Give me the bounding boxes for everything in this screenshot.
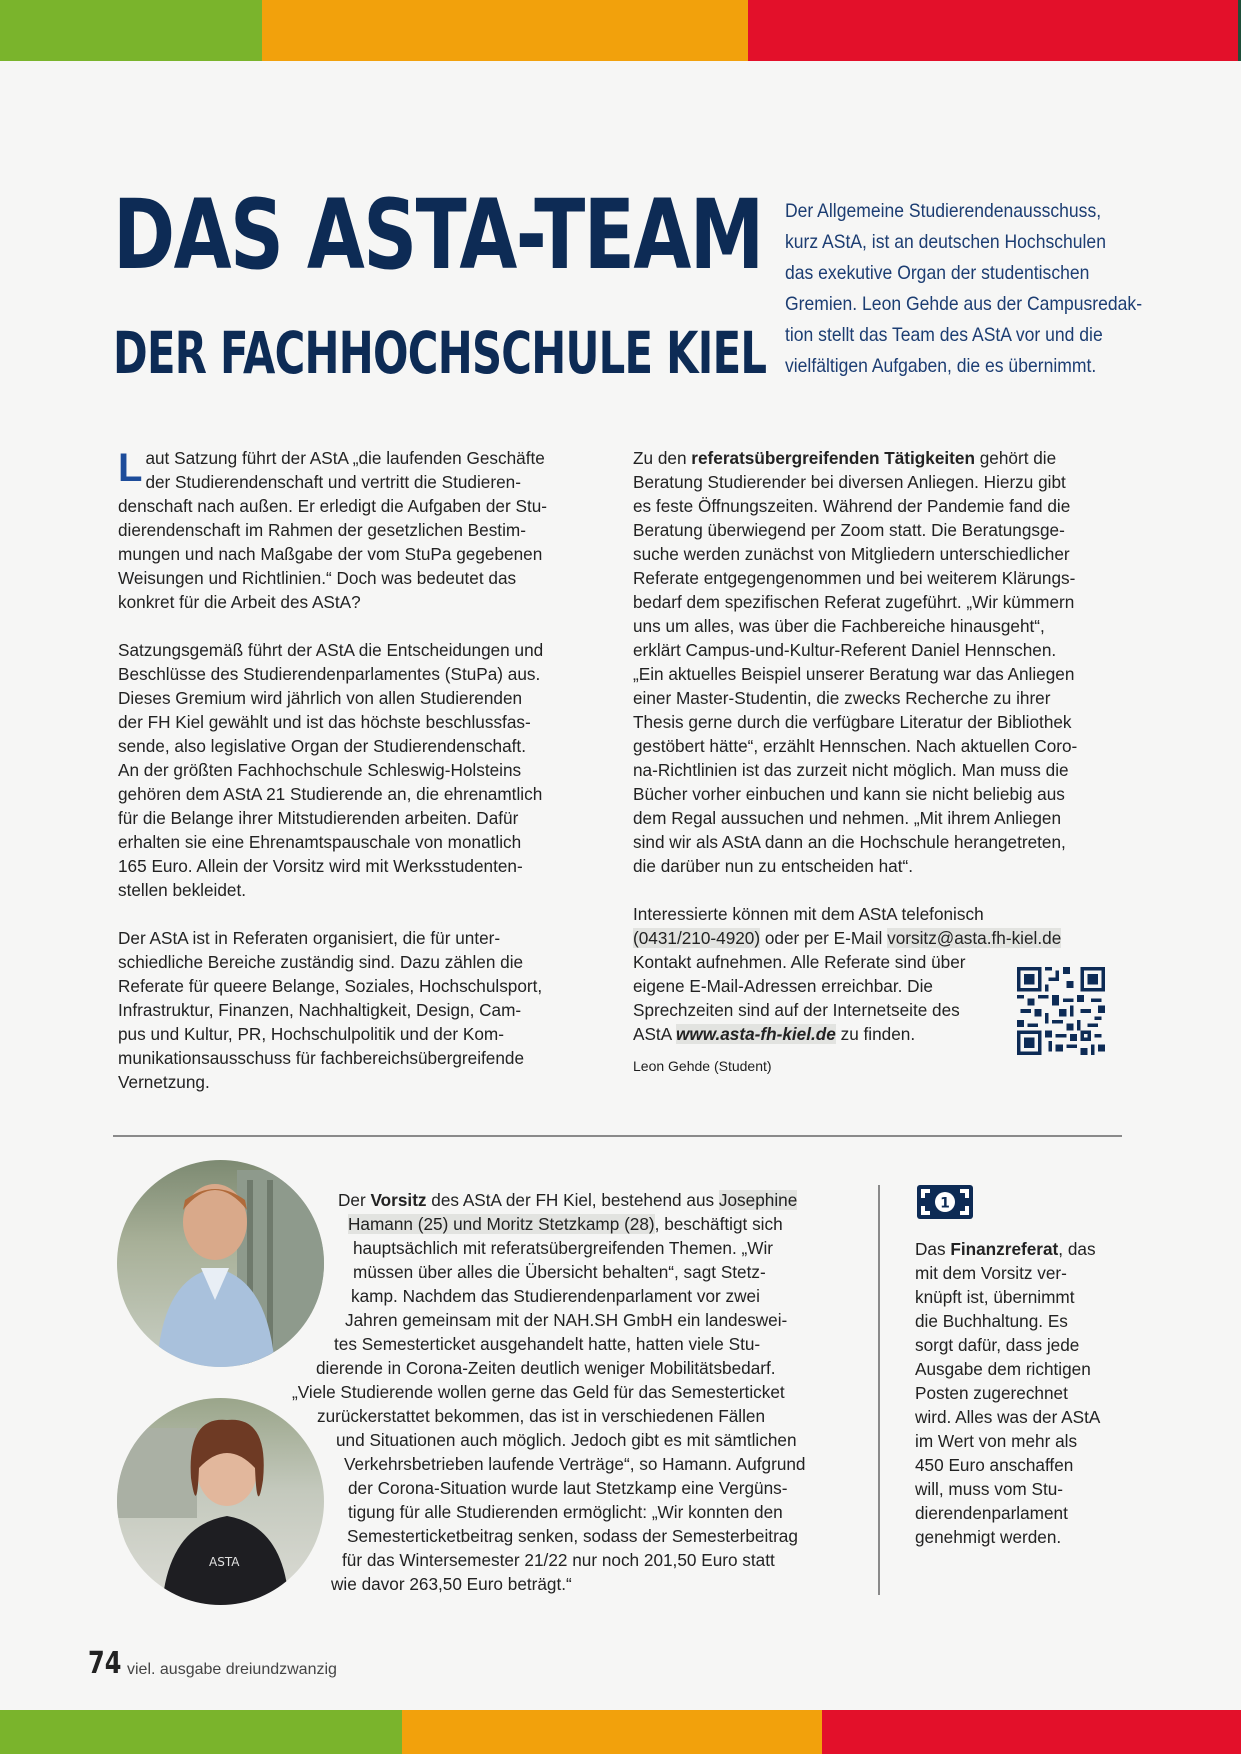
bar-red bbox=[748, 0, 1241, 61]
text-line: müssen über alles die Übersicht behalten“, sagt Stetz- bbox=[353, 1262, 766, 1282]
highlighted-names: Hamann (25) und Moritz Stetzkamp (28) bbox=[348, 1214, 655, 1234]
text-line: die darüber nun zu entscheiden hat“. bbox=[633, 856, 913, 876]
text-line: dierende in Corona-Zeiten deutlich weniger Mobilitätsbedarf. bbox=[316, 1358, 776, 1378]
intro-line: Der Allgemeine Studierendenausschuss, bbox=[785, 200, 1102, 222]
text-line: sende, also legislative Organ der Studierendenschaft. bbox=[118, 736, 526, 756]
text-line bbox=[290, 1212, 850, 1236]
text-span: des AStA der FH Kiel, bestehend aus bbox=[426, 1190, 719, 1210]
author-byline: Leon Gehde (Student) bbox=[633, 1058, 772, 1074]
text-line bbox=[290, 1188, 850, 1212]
text-line: hauptsächlich mit referatsübergreifenden Themen. „Wir bbox=[353, 1238, 774, 1258]
text-line: Posten zugerechnet bbox=[915, 1383, 1068, 1403]
paragraph-referate bbox=[118, 926, 598, 1094]
bottom-color-bar bbox=[0, 1710, 1241, 1754]
issue-label: viel. ausgabe dreiundzwanzig bbox=[127, 1661, 337, 1678]
paragraph-taetigkeiten bbox=[633, 446, 1133, 878]
intro-text bbox=[785, 196, 1143, 382]
text-line: Dieses Gremium wird jährlich von allen Studierenden bbox=[118, 688, 523, 708]
text-line: tigung für alle Studierenden ermöglicht: „Wir konnten den bbox=[348, 1502, 783, 1522]
text-line: Satzungsgemäß führt der AStA die Entscheidungen und bbox=[118, 640, 544, 660]
left-column bbox=[118, 446, 598, 1094]
phone-number[interactable]: (0431/210-4920) bbox=[633, 928, 761, 948]
text-line: stellen bekleidet. bbox=[118, 880, 247, 900]
text-line: der Corona-Situation wurde laut Stetzkamp eine Vergüns- bbox=[348, 1478, 788, 1498]
text-span: Zu den bbox=[633, 448, 692, 468]
intro-line: das exekutive Organ der studentischen bbox=[785, 262, 1090, 284]
text-line: genehmigt werden. bbox=[915, 1527, 1062, 1547]
text-line: pus und Kultur, PR, Hochschulpolitik und der Kom- bbox=[118, 1024, 504, 1044]
text-span: zu finden. bbox=[835, 1024, 916, 1044]
text-line: wie davor 263,50 Euro beträgt.“ bbox=[331, 1574, 572, 1594]
intro-line: Gremien. Leon Gehde aus der Campusredak- bbox=[785, 293, 1143, 315]
text-line: gestöbert hätte“, erzählt Hennschen. Nach aktuellen Coro- bbox=[633, 736, 1078, 756]
paragraph-stupa bbox=[118, 638, 598, 902]
text-span: Der bbox=[338, 1190, 371, 1210]
text-line: zurückerstattet bekommen, das ist in verschiedenen Fällen bbox=[317, 1406, 766, 1426]
text-line: 450 Euro anschaffen bbox=[915, 1455, 1074, 1475]
bold-term: Finanzreferat bbox=[950, 1239, 1059, 1259]
qr-code-icon[interactable] bbox=[1017, 967, 1105, 1055]
text-line: eigene E-Mail-Adressen erreichbar. Die bbox=[633, 976, 933, 996]
text-line: 165 Euro. Allein der Vorsitz wird mit Werksstudenten- bbox=[118, 856, 523, 876]
text-line bbox=[633, 446, 1133, 470]
intro-line: vielfältigen Aufgaben, die es übernimmt. bbox=[785, 355, 1097, 377]
text-line: bedarf dem spezifischen Referat zugeführt. „Wir kümmern bbox=[633, 592, 1075, 612]
paragraph-intro bbox=[118, 446, 598, 614]
text-line: für das Wintersemester 21/22 nur noch 201,50 Euro statt bbox=[342, 1550, 775, 1570]
text-line: Referate für queere Belange, Soziales, Hochschulsport, bbox=[118, 976, 543, 996]
text-line: Sprechzeiten sind auf der Internetseite des bbox=[633, 1000, 960, 1020]
vorsitz-paragraph bbox=[290, 1188, 850, 1596]
page-title: DAS ASTA-TEAM bbox=[113, 179, 763, 291]
text-line: denschaft nach außen. Er erledigt die Aufgaben der Stu- bbox=[118, 496, 548, 516]
text-span: , beschäftigt sich bbox=[654, 1214, 783, 1234]
bold-term: Vorsitz bbox=[370, 1190, 427, 1210]
text-line: Der AStA ist in Referaten organisiert, die für unter- bbox=[118, 928, 501, 948]
text-line: Thesis gerne durch die verfügbare Literatur der Bibliothek bbox=[633, 712, 1072, 732]
column-divider bbox=[878, 1185, 880, 1595]
bar-orange bbox=[402, 1710, 822, 1754]
svg-text:ASTA: ASTA bbox=[209, 1555, 240, 1569]
text-line: einer Master-Studentin, die zwecks Recherche zu ihrer bbox=[633, 688, 1051, 708]
bold-term: referatsübergreifenden Tätigkeiten bbox=[691, 448, 975, 468]
text-line: kamp. Nachdem das Studierendenparlament vor zwei bbox=[351, 1286, 760, 1306]
text-line: munikationsausschuss für fachbereichsübergreifende bbox=[118, 1048, 525, 1068]
email-link[interactable]: vorsitz@asta.fh-kiel.de bbox=[887, 928, 1062, 948]
text-line: wird. Alles was der AStA bbox=[915, 1407, 1101, 1427]
text-line: konkret für die Arbeit des AStA? bbox=[118, 592, 361, 612]
text-line: dierendenschaft im Rahmen der gesetzlichen Bestim- bbox=[118, 520, 526, 540]
bar-green bbox=[0, 0, 262, 61]
text-line: es feste Öffnungszeiten. Während der Pandemie fand die bbox=[633, 496, 1071, 516]
text-line bbox=[633, 926, 1133, 950]
text-line: dierendenparlament bbox=[915, 1503, 1068, 1523]
banknote-icon bbox=[916, 1184, 974, 1220]
text-line: suche werden zunächst von Mitgliedern unterschiedlicher bbox=[633, 544, 1070, 564]
bar-green bbox=[0, 1710, 402, 1754]
text-line: Verkehrsbetrieben laufende Verträge“, so Hamann. Aufgrund bbox=[344, 1454, 806, 1474]
text-line: Beratung überwiegend per Zoom statt. Die Beratungsge- bbox=[633, 520, 1065, 540]
text-line: und Situationen auch möglich. Jedoch gibt es mit sämtlichen bbox=[336, 1430, 797, 1450]
text-span: oder per E-Mail bbox=[760, 928, 888, 948]
text-line: „Viele Studierende wollen gerne das Geld für das Semesterticket bbox=[292, 1382, 785, 1402]
text-line: im Wert von mehr als bbox=[915, 1431, 1078, 1451]
text-line: Kontakt aufnehmen. Alle Referate sind über bbox=[633, 952, 966, 972]
text-line: erhalten sie eine Ehrenamtspauschale von monatlich bbox=[118, 832, 522, 852]
text-line: Weisungen und Richtlinien.“ Doch was bedeutet das bbox=[118, 568, 517, 588]
text-span: Das bbox=[915, 1239, 951, 1259]
intro-line: tion stellt das Team des AStA vor und die bbox=[785, 324, 1103, 346]
text-line: „Ein aktuelles Beispiel unserer Beratung war das Anliegen bbox=[633, 664, 1075, 684]
bar-red bbox=[822, 1710, 1241, 1754]
text-line: tes Semesterticket ausgehandelt hatte, hatten viele Stu- bbox=[334, 1334, 761, 1354]
text-line: gehören dem AStA 21 Studierende an, die ehrenamtlich bbox=[118, 784, 543, 804]
text-line: Jahren gemeinsam mit der NAH.SH GmbH ein landeswei- bbox=[345, 1310, 788, 1330]
text-line: sorgt dafür, dass jede bbox=[915, 1335, 1080, 1355]
text-line: na-Richtlinien ist das zurzeit nicht möglich. Man muss die bbox=[633, 760, 1069, 780]
text-line: Referate entgegengenommen und bei weiterem Klärungs- bbox=[633, 568, 1076, 588]
text-line: An der größten Fachhochschule Schleswig-Holsteins bbox=[118, 760, 522, 780]
text-line: der Studierendenschaft und vertritt die Studieren- bbox=[145, 472, 521, 492]
text-line: sind wir als AStA dann an die Hochschule herangetreten, bbox=[633, 832, 1066, 852]
text-span: AStA bbox=[633, 1024, 676, 1044]
text-line: Beschlüsse des Studierendenparlamentes (StuPa) aus. bbox=[118, 664, 541, 684]
bar-orange bbox=[262, 0, 748, 61]
text-line: uns um alles, was über die Fachbereiche hinausgeht“, bbox=[633, 616, 1045, 636]
text-line: schiedliche Bereiche zuständig sind. Dazu zählen die bbox=[118, 952, 524, 972]
text-line: mit dem Vorsitz ver- bbox=[915, 1263, 1067, 1283]
text-line: Ausgabe dem richtigen bbox=[915, 1359, 1091, 1379]
text-line: will, muss vom Stu- bbox=[915, 1479, 1064, 1499]
text-line: Bücher vorher einbuchen und kann sie nicht beliebig aus bbox=[633, 784, 1065, 804]
website-link[interactable]: www.asta-fh-kiel.de bbox=[676, 1024, 836, 1044]
text-line: Beratung Studierender bei diversen Anliegen. Hierzu gibt bbox=[633, 472, 1066, 492]
text-line: mungen und nach Maßgabe der vom StuPa gegebenen bbox=[118, 544, 543, 564]
text-line: Vernetzung. bbox=[118, 1072, 210, 1092]
page-number: 74 bbox=[88, 1646, 122, 1681]
text-line: aut Satzung führt der AStA „die laufenden Geschäfte bbox=[145, 448, 545, 468]
text-line: knüpft ist, übernimmt bbox=[915, 1287, 1075, 1307]
highlighted-names: Josephine bbox=[718, 1190, 798, 1210]
text-line: dem Regal aussuchen und nehmen. „Mit ihrem Anliegen bbox=[633, 808, 1062, 828]
finanzreferat-paragraph bbox=[915, 1237, 1135, 1549]
top-color-bar bbox=[0, 0, 1241, 61]
drop-cap: L bbox=[118, 446, 143, 490]
section-divider bbox=[113, 1135, 1122, 1137]
text-line: Interessierte können mit dem AStA telefonisch bbox=[633, 904, 984, 924]
text-span: , das bbox=[1058, 1239, 1096, 1259]
text-line: Infrastruktur, Finanzen, Nachhaltigkeit, Design, Cam- bbox=[118, 1000, 522, 1020]
text-line: die Buchhaltung. Es bbox=[915, 1311, 1068, 1331]
text-span: gehört die bbox=[974, 448, 1057, 468]
text-line bbox=[915, 1237, 1135, 1261]
text-line: der FH Kiel gewählt und ist das höchste beschlussfas- bbox=[118, 712, 531, 732]
text-line: erklärt Campus-und-Kultur-Referent Daniel Hennschen. bbox=[633, 640, 1057, 660]
intro-line: kurz AStA, ist an deutschen Hochschulen bbox=[785, 231, 1106, 253]
page-subtitle: DER FACHHOCHSCHULE KIEL bbox=[113, 319, 767, 387]
banknote-digit: 1 bbox=[940, 1195, 950, 1212]
text-line: für die Belange ihrer Mitstudierenden arbeiten. Dafür bbox=[118, 808, 519, 828]
text-line: Semesterticketbeitrag senken, sodass der Semesterbeitrag bbox=[347, 1526, 798, 1546]
